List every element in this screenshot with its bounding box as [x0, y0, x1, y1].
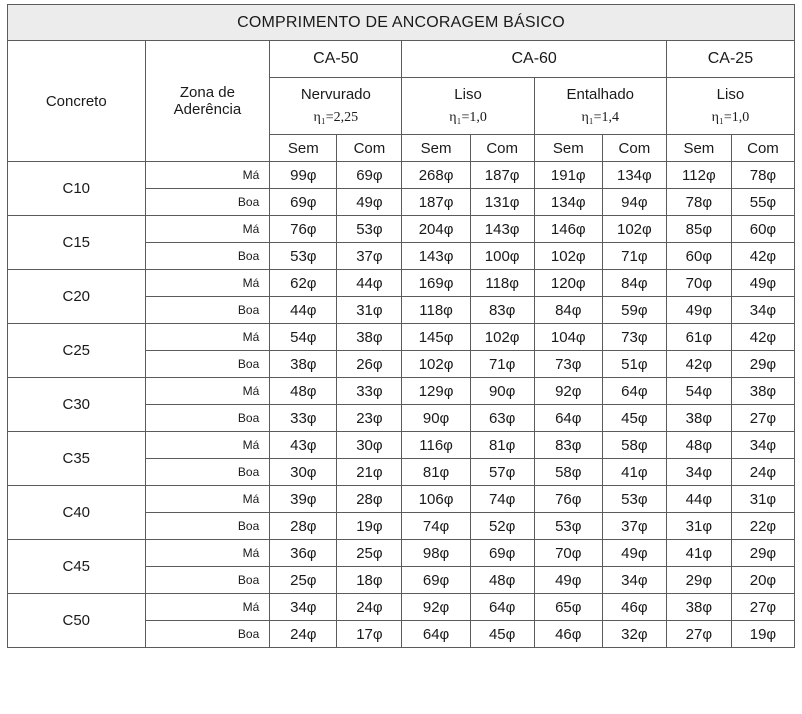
group-eta: η₁=1,0	[711, 109, 750, 125]
value-cell: 69φ	[270, 189, 337, 216]
value-cell: 31φ	[731, 486, 794, 513]
value-cell: 34φ	[602, 567, 666, 594]
header-ca25: CA-25	[666, 41, 794, 78]
value-cell: 69φ	[402, 567, 470, 594]
value-cell: 65φ	[534, 594, 602, 621]
header-group-liso-ca60	[402, 78, 534, 135]
value-cell: 45φ	[602, 405, 666, 432]
value-cell: 33φ	[270, 405, 337, 432]
header-group-entalhado	[534, 78, 666, 135]
header-zona-aderencia	[145, 41, 270, 162]
value-cell: 52φ	[470, 513, 534, 540]
concrete-class-cell: C35	[8, 432, 146, 486]
zone-cell: Má	[145, 162, 270, 189]
value-cell: 33φ	[337, 378, 402, 405]
value-cell: 169φ	[402, 270, 470, 297]
value-cell: 51φ	[602, 351, 666, 378]
value-cell: 19φ	[337, 513, 402, 540]
value-cell: 49φ	[534, 567, 602, 594]
value-cell: 38φ	[666, 405, 731, 432]
value-cell: 42φ	[731, 243, 794, 270]
value-cell: 37φ	[602, 513, 666, 540]
value-cell: 69φ	[470, 540, 534, 567]
header-zona-line2: Aderência	[173, 101, 242, 118]
group-name: Entalhado	[566, 85, 635, 103]
value-cell: 28φ	[337, 486, 402, 513]
value-cell: 134φ	[602, 162, 666, 189]
value-cell: 29φ	[666, 567, 731, 594]
value-cell: 27φ	[731, 594, 794, 621]
value-cell: 49φ	[337, 189, 402, 216]
value-cell: 48φ	[470, 567, 534, 594]
header-ca60: CA-60	[402, 41, 666, 78]
value-cell: 37φ	[337, 243, 402, 270]
value-cell: 38φ	[666, 594, 731, 621]
value-cell: 83φ	[470, 297, 534, 324]
value-cell: 45φ	[470, 621, 534, 648]
value-cell: 106φ	[402, 486, 470, 513]
value-cell: 49φ	[666, 297, 731, 324]
value-cell: 102φ	[602, 216, 666, 243]
value-cell: 60φ	[666, 243, 731, 270]
value-cell: 73φ	[602, 324, 666, 351]
value-cell: 64φ	[602, 378, 666, 405]
value-cell: 49φ	[602, 540, 666, 567]
header-group-liso-ca25	[666, 78, 794, 135]
value-cell: 84φ	[602, 270, 666, 297]
value-cell: 81φ	[402, 459, 470, 486]
value-cell: 102φ	[402, 351, 470, 378]
group-name: Liso	[454, 85, 482, 103]
value-cell: 90φ	[402, 405, 470, 432]
value-cell: 58φ	[602, 432, 666, 459]
value-cell: 70φ	[534, 540, 602, 567]
table-title: COMPRIMENTO DE ANCORAGEM BÁSICO	[8, 5, 795, 41]
value-cell: 30φ	[270, 459, 337, 486]
concrete-class-cell: C20	[8, 270, 146, 324]
group-name: Nervurado	[300, 85, 371, 103]
concrete-class-cell: C15	[8, 216, 146, 270]
value-cell: 143φ	[470, 216, 534, 243]
value-cell: 145φ	[402, 324, 470, 351]
value-cell: 44φ	[666, 486, 731, 513]
value-cell: 69φ	[337, 162, 402, 189]
value-cell: 64φ	[470, 594, 534, 621]
value-cell: 31φ	[666, 513, 731, 540]
value-cell: 21φ	[337, 459, 402, 486]
value-cell: 19φ	[731, 621, 794, 648]
value-cell: 60φ	[731, 216, 794, 243]
zone-cell: Boa	[145, 243, 270, 270]
value-cell: 143φ	[402, 243, 470, 270]
concrete-class-cell: C30	[8, 378, 146, 432]
value-cell: 42φ	[731, 324, 794, 351]
value-cell: 187φ	[402, 189, 470, 216]
value-cell: 131φ	[470, 189, 534, 216]
header-group-nervurado	[270, 78, 402, 135]
header-zona-line1: Zona de	[179, 84, 235, 101]
value-cell: 34φ	[731, 297, 794, 324]
value-cell: 30φ	[337, 432, 402, 459]
value-cell: 57φ	[470, 459, 534, 486]
value-cell: 46φ	[534, 621, 602, 648]
value-cell: 64φ	[534, 405, 602, 432]
value-cell: 26φ	[337, 351, 402, 378]
zone-cell: Má	[145, 594, 270, 621]
anchorage-length-table	[7, 4, 795, 648]
value-cell: 24φ	[731, 459, 794, 486]
value-cell: 98φ	[402, 540, 470, 567]
value-cell: 38φ	[337, 324, 402, 351]
zone-cell: Boa	[145, 621, 270, 648]
value-cell: 18φ	[337, 567, 402, 594]
value-cell: 23φ	[337, 405, 402, 432]
value-cell: 20φ	[731, 567, 794, 594]
value-cell: 76φ	[534, 486, 602, 513]
value-cell: 116φ	[402, 432, 470, 459]
table-body	[8, 162, 795, 648]
value-cell: 34φ	[270, 594, 337, 621]
table-row	[8, 540, 795, 567]
value-cell: 64φ	[402, 621, 470, 648]
concrete-class-cell: C45	[8, 540, 146, 594]
value-cell: 73φ	[534, 351, 602, 378]
value-cell: 48φ	[666, 432, 731, 459]
group-eta: η₁=1,0	[449, 109, 487, 125]
value-cell: 100φ	[470, 243, 534, 270]
value-cell: 34φ	[666, 459, 731, 486]
group-eta: η₁=1,4	[581, 109, 620, 125]
concrete-class-cell: C10	[8, 162, 146, 216]
value-cell: 41φ	[666, 540, 731, 567]
value-cell: 44φ	[337, 270, 402, 297]
value-cell: 118φ	[402, 297, 470, 324]
value-cell: 29φ	[731, 351, 794, 378]
value-cell: 268φ	[402, 162, 470, 189]
value-cell: 49φ	[731, 270, 794, 297]
value-cell: 62φ	[270, 270, 337, 297]
table-row	[8, 594, 795, 621]
value-cell: 54φ	[666, 378, 731, 405]
table-row	[8, 324, 795, 351]
zone-cell: Má	[145, 486, 270, 513]
value-cell: 71φ	[602, 243, 666, 270]
zone-cell: Boa	[145, 297, 270, 324]
value-cell: 59φ	[602, 297, 666, 324]
subheader-sem: Sem	[534, 135, 602, 162]
value-cell: 63φ	[470, 405, 534, 432]
value-cell: 120φ	[534, 270, 602, 297]
value-cell: 44φ	[270, 297, 337, 324]
subheader-sem: Sem	[270, 135, 337, 162]
value-cell: 53φ	[270, 243, 337, 270]
value-cell: 24φ	[337, 594, 402, 621]
value-cell: 58φ	[534, 459, 602, 486]
value-cell: 43φ	[270, 432, 337, 459]
value-cell: 84φ	[534, 297, 602, 324]
header-ca50: CA-50	[270, 41, 402, 78]
table-row	[8, 216, 795, 243]
value-cell: 104φ	[534, 324, 602, 351]
value-cell: 92φ	[402, 594, 470, 621]
concrete-class-cell: C40	[8, 486, 146, 540]
zone-cell: Boa	[145, 513, 270, 540]
value-cell: 25φ	[337, 540, 402, 567]
subheader-com: Com	[470, 135, 534, 162]
header-concreto: Concreto	[8, 41, 146, 162]
value-cell: 118φ	[470, 270, 534, 297]
zone-cell: Boa	[145, 189, 270, 216]
value-cell: 42φ	[666, 351, 731, 378]
value-cell: 112φ	[666, 162, 731, 189]
table-row	[8, 378, 795, 405]
value-cell: 27φ	[666, 621, 731, 648]
table-container	[7, 4, 795, 648]
value-cell: 25φ	[270, 567, 337, 594]
table-row	[8, 432, 795, 459]
value-cell: 102φ	[534, 243, 602, 270]
value-cell: 29φ	[731, 540, 794, 567]
value-cell: 53φ	[602, 486, 666, 513]
value-cell: 39φ	[270, 486, 337, 513]
zone-cell: Boa	[145, 567, 270, 594]
value-cell: 76φ	[270, 216, 337, 243]
subheader-com: Com	[602, 135, 666, 162]
subheader-sem: Sem	[666, 135, 731, 162]
value-cell: 55φ	[731, 189, 794, 216]
zone-cell: Boa	[145, 405, 270, 432]
value-cell: 134φ	[534, 189, 602, 216]
zone-cell: Má	[145, 378, 270, 405]
zone-cell: Má	[145, 324, 270, 351]
value-cell: 78φ	[731, 162, 794, 189]
value-cell: 53φ	[534, 513, 602, 540]
value-cell: 53φ	[337, 216, 402, 243]
value-cell: 92φ	[534, 378, 602, 405]
zone-cell: Boa	[145, 459, 270, 486]
value-cell: 94φ	[602, 189, 666, 216]
value-cell: 85φ	[666, 216, 731, 243]
zone-cell: Má	[145, 540, 270, 567]
value-cell: 24φ	[270, 621, 337, 648]
group-name: Liso	[716, 85, 745, 103]
value-cell: 78φ	[666, 189, 731, 216]
value-cell: 70φ	[666, 270, 731, 297]
value-cell: 74φ	[402, 513, 470, 540]
zone-cell: Boa	[145, 351, 270, 378]
subheader-com: Com	[731, 135, 794, 162]
value-cell: 129φ	[402, 378, 470, 405]
value-cell: 46φ	[602, 594, 666, 621]
value-cell: 38φ	[731, 378, 794, 405]
value-cell: 31φ	[337, 297, 402, 324]
value-cell: 28φ	[270, 513, 337, 540]
value-cell: 34φ	[731, 432, 794, 459]
zone-cell: Má	[145, 432, 270, 459]
value-cell: 191φ	[534, 162, 602, 189]
value-cell: 27φ	[731, 405, 794, 432]
concrete-class-cell: C25	[8, 324, 146, 378]
value-cell: 36φ	[270, 540, 337, 567]
value-cell: 204φ	[402, 216, 470, 243]
subheader-com: Com	[337, 135, 402, 162]
value-cell: 32φ	[602, 621, 666, 648]
value-cell: 61φ	[666, 324, 731, 351]
table-row	[8, 162, 795, 189]
value-cell: 74φ	[470, 486, 534, 513]
table-row	[8, 270, 795, 297]
value-cell: 99φ	[270, 162, 337, 189]
concrete-class-cell: C50	[8, 594, 146, 648]
zone-cell: Má	[145, 216, 270, 243]
group-eta: η₁=2,25	[313, 109, 359, 125]
subheader-sem: Sem	[402, 135, 470, 162]
value-cell: 83φ	[534, 432, 602, 459]
table-row	[8, 486, 795, 513]
value-cell: 71φ	[470, 351, 534, 378]
value-cell: 90φ	[470, 378, 534, 405]
value-cell: 81φ	[470, 432, 534, 459]
value-cell: 146φ	[534, 216, 602, 243]
value-cell: 22φ	[731, 513, 794, 540]
value-cell: 54φ	[270, 324, 337, 351]
zone-cell: Má	[145, 270, 270, 297]
value-cell: 187φ	[470, 162, 534, 189]
value-cell: 48φ	[270, 378, 337, 405]
value-cell: 17φ	[337, 621, 402, 648]
value-cell: 41φ	[602, 459, 666, 486]
value-cell: 102φ	[470, 324, 534, 351]
value-cell: 38φ	[270, 351, 337, 378]
